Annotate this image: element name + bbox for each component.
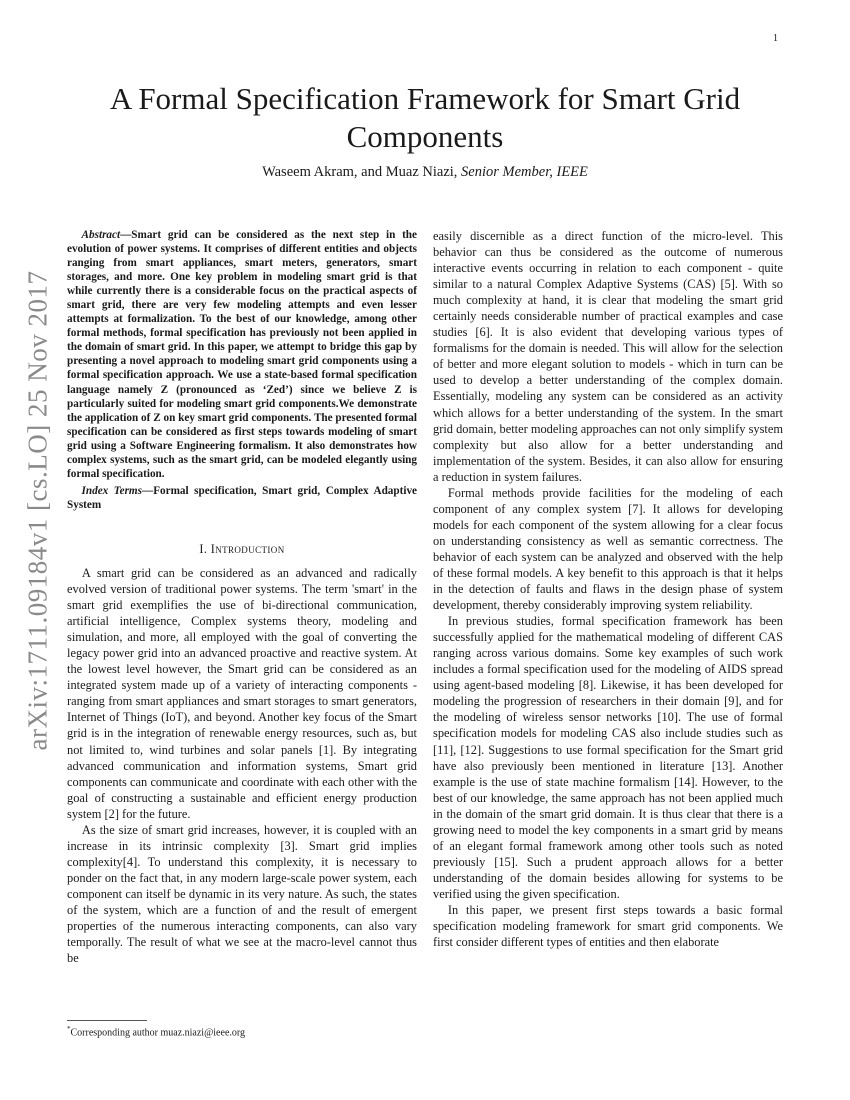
footnote	[67, 1025, 245, 1038]
index-terms	[67, 484, 417, 512]
arxiv-identifier-text: arXiv:1711.09184v1 [cs.LO] 25 Nov 2017	[22, 270, 53, 750]
section-title: Introduction	[210, 541, 285, 556]
author-membership: Senior Member, IEEE	[461, 164, 588, 180]
intro-paragraph-4: Formal methods provide facilities for the modeling of each component of any complex system [7]. It allows for developing models for each component of the system allowing for a clear focus on understanding consistency as well as semantic correctness. The behavior of each system can be analyzed and observed with the help of these formal models. A key benefit to this approach is that it helps in the detection of faults and flaws in the design phase of system development, thereby considerably improving system reliability.	[433, 485, 783, 613]
intro-paragraph-2: As the size of smart grid increases, however, it is coupled with an increase in its intrinsic complexity [3]. Smart grid implies complexity[4]. To understand this complexity, it is necessary to ponder on the fact that, in any modern large-scale power system, each component can itself be dynamic in its very nature. As such, the states of the system, which are a function of and the result of emergent properties of the numerous interacting components, can also vary temporally. The result of what we see at the macro-level cannot thus be	[67, 822, 417, 966]
left-column	[67, 228, 417, 966]
abstract-lead: Abstract	[81, 229, 121, 241]
index-terms-text: —Formal specification, Smart grid, Complex Adaptive System	[67, 484, 417, 511]
footnote-mark: *	[67, 1025, 71, 1033]
page-number: 1	[773, 33, 778, 44]
section-heading-introduction	[67, 541, 417, 557]
intro-paragraph-3: easily discernible as a direct function of the micro-level. This behavior can thus be considered as the outcome of numerous interactive events occurring in relation to each component - quite similar to a natural Complex Adaptive Systems (CAS) [5]. With so much complexity at hand, it is clear that modeling the smart grid certainly needs considerable number of practical examples and case studies [6]. It is also evident that developing various types of formalisms for the domain is needed. This will allow for the selection of better and more elegant solution to models - which in turn can be used to develop a better understanding of the complex domain. Essentially, modeling any system can be considered as an activity which allows for a better understanding of the system. In the smart grid domain, better modeling approaches can not only simplify system complexity but also allow for a better understanding and implementation of the system. Besides, it can also allow for ensuring a reduction in system failures.	[433, 229, 783, 484]
section-number: I.	[199, 541, 211, 556]
author-names: Waseem Akram, and Muaz Niazi,	[262, 164, 462, 180]
paper-title: A Formal Specification Framework for Smart Grid Components	[109, 81, 741, 154]
right-column	[433, 228, 783, 950]
footnote-text: Corresponding author muaz.niazi@ieee.org	[70, 1027, 246, 1039]
intro-paragraph-6: In this paper, we present first steps towards a basic formal specification modeling framework for smart grid components. We first consider different types of entities and then elaborate	[433, 902, 783, 950]
index-terms-lead: Index Terms	[81, 484, 142, 497]
intro-paragraph-5: In previous studies, formal specification framework has been successfully applied for the mathematical modeling of different CAS ranging across various domains. Some key examples of such work includes a formal specification used for the modeling of AIDS spread using agent-based modeling [8]. Likewise, it has been developed for modeling the progression of researchers in their domain [9], and for the modeling of wireless sensor networks [10]. The use of formal specification models for modeling CAS also include studies such as [11], [12]. Suggestions to use formal specification for the Smart grid have also previously been mentioned in literature [13]. Another example is the use of state machine formalism [14]. However, to the best of our knowledge, the same approach has not been applied much in the domain of the smart grid domain. It is thus clear that there is a growing need to model the key components in a smart grid by means of an elegant formal framework among other tools such as noted previously [15]. Such a prudent approach allows for a better understanding of the domain besides allowing for systems to be verified using the given specification.	[433, 614, 783, 901]
intro-paragraph-1: A smart grid can be considered as an advanced and radically evolved version of traditional power systems. The term 'smart' in the smart grid exemplifies the use of bi-directional communication, artificial intelligence, Complex systems theory, modeling and simulation, and more, all employed with the goal of converting the legacy power grid into an advanced proactive and reactive system. At the lowest level however, the Smart grid can be considered as an integrated system made up of a variety of interacting components - ranging from smart appliances and smart storages to smart generators, Internet of Things (IoT), and beyond. Another key focus of the Smart grid is in the integration of renewable energy resources, such as, but not limited to, wind turbines and solar panels [1]. By integrating advanced communication and information systems, Smart grid components can communicate and coordinate with each other with the goal of constructing a sustainable and efficient energy production system [2] for the future.	[67, 565, 417, 821]
arxiv-identifier-stamp	[8, 270, 68, 750]
footnote-divider	[67, 1020, 147, 1021]
abstract-text: —Smart grid can be considered as the next step in the evolution of power systems. It comprises of different entities and objects ranging from smart appliances, smart meters, generators, smart storages, and more. One key problem in modeling smart grid is that while currently there is a considerable focus on the practical aspects of smart grid, there are very few modeling attempts and even lesser attempts at formalization. To the best of our knowledge, among other formal methods, formal specification has previously not been applied in the domain of smart grid. In this paper, we attempt to bridge this gap by presenting a novel approach to modeling smart grid components using a formal specification approach. We use a state-based formal specification language namely Z (pronounced as ‘Zed’) since we believe Z is particularly suited for modeling smart grid components.We demonstrate the application of Z on key smart grid components. The presented formal specification can be considered as first steps towards modeling of smart grid using a Software Engineering formalism. It also demonstrates how complex systems, such as the smart grid, can be modeled elegantly using formal specification.	[67, 229, 417, 480]
author-line	[70, 164, 780, 181]
abstract	[67, 228, 417, 481]
